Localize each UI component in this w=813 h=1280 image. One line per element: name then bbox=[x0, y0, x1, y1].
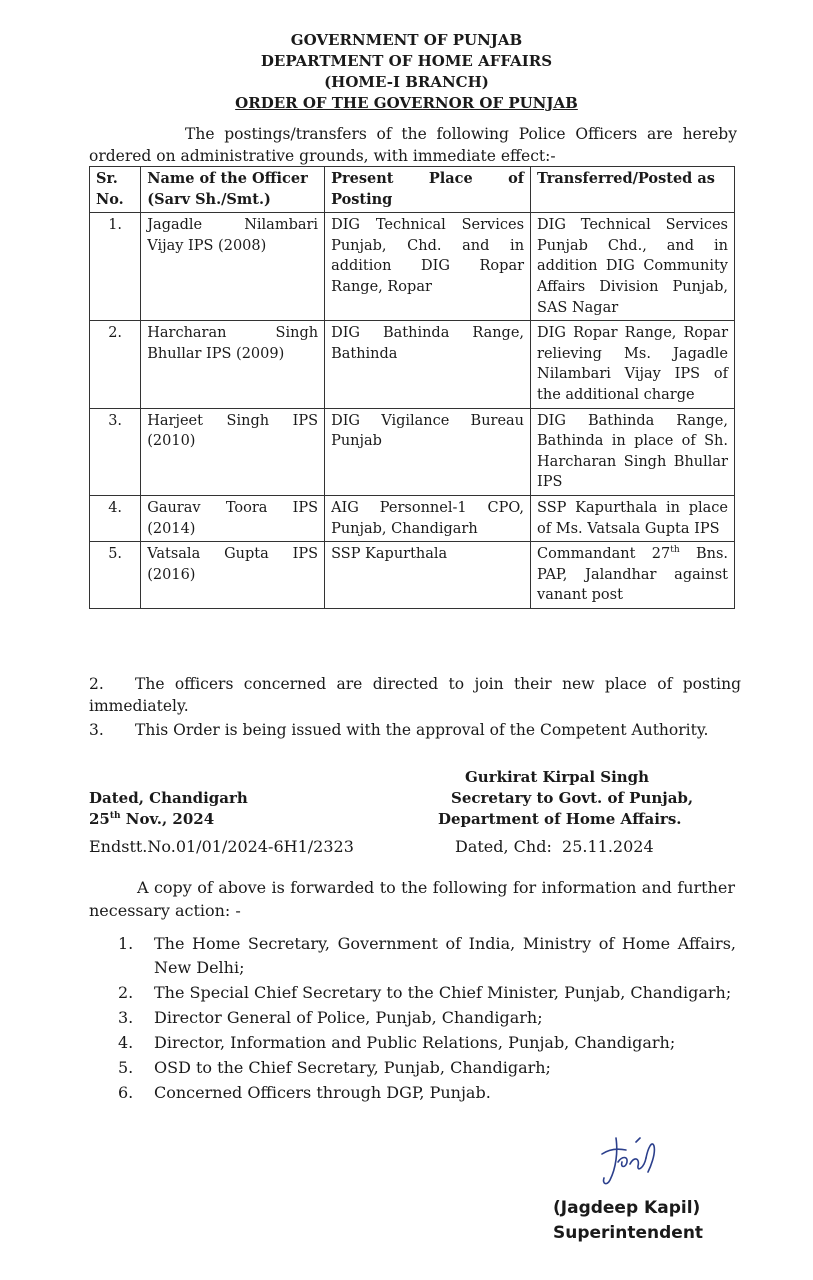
letterhead bbox=[0, 30, 813, 93]
header-officer-name bbox=[141, 167, 325, 213]
table-row bbox=[90, 408, 735, 495]
paragraph-number: 2. bbox=[89, 675, 104, 693]
list-item-number: 2. bbox=[118, 983, 134, 1002]
recipients-list bbox=[118, 932, 736, 1106]
list-item-number: 1. bbox=[118, 934, 134, 953]
paragraph-number: 3. bbox=[89, 721, 104, 739]
branch-name: (HOME-I BRANCH) bbox=[324, 73, 489, 91]
row-transferred-as: DIG Bathinda Range, Bathinda in place of Sh. Harcharan Singh Bhullar IPS bbox=[531, 408, 735, 495]
postings-table bbox=[89, 166, 735, 609]
row-present-posting: AIG Personnel-1 CPO, Punjab, Chandigarh bbox=[325, 495, 531, 541]
paragraph-2 bbox=[89, 673, 741, 717]
list-item bbox=[118, 981, 736, 1005]
header-officer-name-sub: (Sarv Sh./Smt.) bbox=[147, 190, 271, 208]
header-present-posting: Present Place of Posting bbox=[325, 167, 531, 213]
signature-strokes bbox=[602, 1138, 654, 1184]
row-sr: 4. bbox=[90, 495, 141, 541]
row-transferred-as bbox=[531, 542, 735, 609]
signatory-name: Gurkirat Kirpal Singh bbox=[465, 768, 650, 786]
row-transferred-as: DIG Ropar Range, Ropar relieving Ms. Jagadle Nilambari Vijay IPS of the additional charge bbox=[531, 321, 735, 408]
transferred-text-start: Commandant 27 bbox=[537, 546, 671, 563]
list-item-number: 3. bbox=[118, 1008, 134, 1027]
row-officer-name: Vatsala Gupta IPS (2016) bbox=[141, 542, 325, 609]
row-present-posting: DIG Technical Services Punjab, Chd. and in addition DIG Ropar Range, Ropar bbox=[325, 213, 531, 321]
table-row bbox=[90, 213, 735, 321]
list-item-number: 4. bbox=[118, 1033, 134, 1052]
list-item-text: Concerned Officers through DGP, Punjab. bbox=[154, 1083, 491, 1102]
date-rest: Nov., 2024 bbox=[120, 810, 215, 828]
superintendent-designation: Superintendent bbox=[553, 1223, 704, 1243]
row-officer-name: Harcharan Singh Bhullar IPS (2009) bbox=[141, 321, 325, 408]
row-sr: 1. bbox=[90, 213, 141, 321]
row-officer-name: Gaurav Toora IPS (2014) bbox=[141, 495, 325, 541]
date-ordinal: th bbox=[109, 811, 121, 821]
list-item bbox=[118, 1031, 736, 1055]
date-day: 25 bbox=[89, 810, 110, 828]
table-row bbox=[90, 542, 735, 609]
endorsement-date: Dated, Chd: 25.11.2024 bbox=[455, 837, 654, 856]
handwritten-signature bbox=[596, 1128, 666, 1196]
department-name: DEPARTMENT OF HOME AFFAIRS bbox=[260, 52, 553, 70]
order-title: ORDER OF THE GOVERNOR OF PUNJAB bbox=[235, 94, 578, 112]
list-item-number: 5. bbox=[118, 1058, 134, 1077]
signatory-department: Department of Home Affairs. bbox=[438, 810, 682, 828]
list-item bbox=[118, 1056, 736, 1080]
table-row bbox=[90, 321, 735, 408]
list-item-number: 6. bbox=[118, 1083, 134, 1102]
list-item bbox=[118, 1081, 736, 1105]
row-sr: 3. bbox=[90, 408, 141, 495]
row-officer-name: Harjeet Singh IPS (2010) bbox=[141, 408, 325, 495]
header-transferred-as: Transferred/Posted as bbox=[531, 167, 735, 213]
table-row bbox=[90, 495, 735, 541]
dated-date bbox=[89, 808, 214, 830]
row-sr: 2. bbox=[90, 321, 141, 408]
header-officer-name-label: Name of the Officer bbox=[147, 170, 308, 187]
row-transferred-as: SSP Kapurthala in place of Ms. Vatsala Gupta IPS bbox=[531, 495, 735, 541]
list-item bbox=[118, 1006, 736, 1030]
list-item-text: The Home Secretary, Government of India, Ministry of Home Affairs, New Delhi; bbox=[154, 934, 736, 977]
row-officer-name: Jagadle Nilambari Vijay IPS (2008) bbox=[141, 213, 325, 321]
dated-place: Dated, Chandigarh bbox=[89, 789, 248, 807]
transferred-ordinal: th bbox=[670, 545, 680, 556]
header-sr-no: Sr. No. bbox=[90, 167, 141, 213]
row-present-posting: SSP Kapurthala bbox=[325, 542, 531, 609]
paragraph-text: The officers concerned are directed to join their new place of posting immediately. bbox=[89, 675, 741, 715]
endorsement-number: Endstt.No.01/01/2024-6H1/2323 bbox=[89, 837, 354, 856]
row-transferred-as: DIG Technical Services Punjab Chd., and in addition DIG Community Affairs Division Punjab, SAS Nagar bbox=[531, 213, 735, 321]
signatory-designation: Secretary to Govt. of Punjab, bbox=[451, 789, 694, 807]
govt-name: GOVERNMENT OF PUNJAB bbox=[290, 31, 523, 49]
list-item-text: OSD to the Chief Secretary, Punjab, Chandigarh; bbox=[154, 1058, 551, 1077]
list-item bbox=[118, 932, 736, 980]
list-item-text: Director General of Police, Punjab, Chandigarh; bbox=[154, 1008, 543, 1027]
row-present-posting: DIG Bathinda Range, Bathinda bbox=[325, 321, 531, 408]
paragraph-3 bbox=[89, 719, 741, 741]
row-sr: 5. bbox=[90, 542, 141, 609]
list-item-text: The Special Chief Secretary to the Chief Minister, Punjab, Chandigarh; bbox=[154, 983, 732, 1002]
transferred-text-end: Bns. PAP, Jalandhar against vanant post bbox=[537, 546, 728, 604]
superintendent-block bbox=[553, 1196, 703, 1246]
forward-paragraph: A copy of above is forwarded to the following for information and further necessary action: - bbox=[89, 878, 735, 920]
table-header-row bbox=[90, 167, 735, 213]
list-item-text: Director, Information and Public Relations, Punjab, Chandigarh; bbox=[154, 1033, 676, 1052]
row-present-posting: DIG Vigilance Bureau Punjab bbox=[325, 408, 531, 495]
intro-paragraph: The postings/transfers of the following Police Officers are hereby ordered on administrative grounds, with immediate effect:- bbox=[89, 125, 737, 165]
paragraph-text: This Order is being issued with the approval of the Competent Authority. bbox=[135, 721, 709, 739]
superintendent-name: (Jagdeep Kapil) bbox=[553, 1198, 701, 1218]
